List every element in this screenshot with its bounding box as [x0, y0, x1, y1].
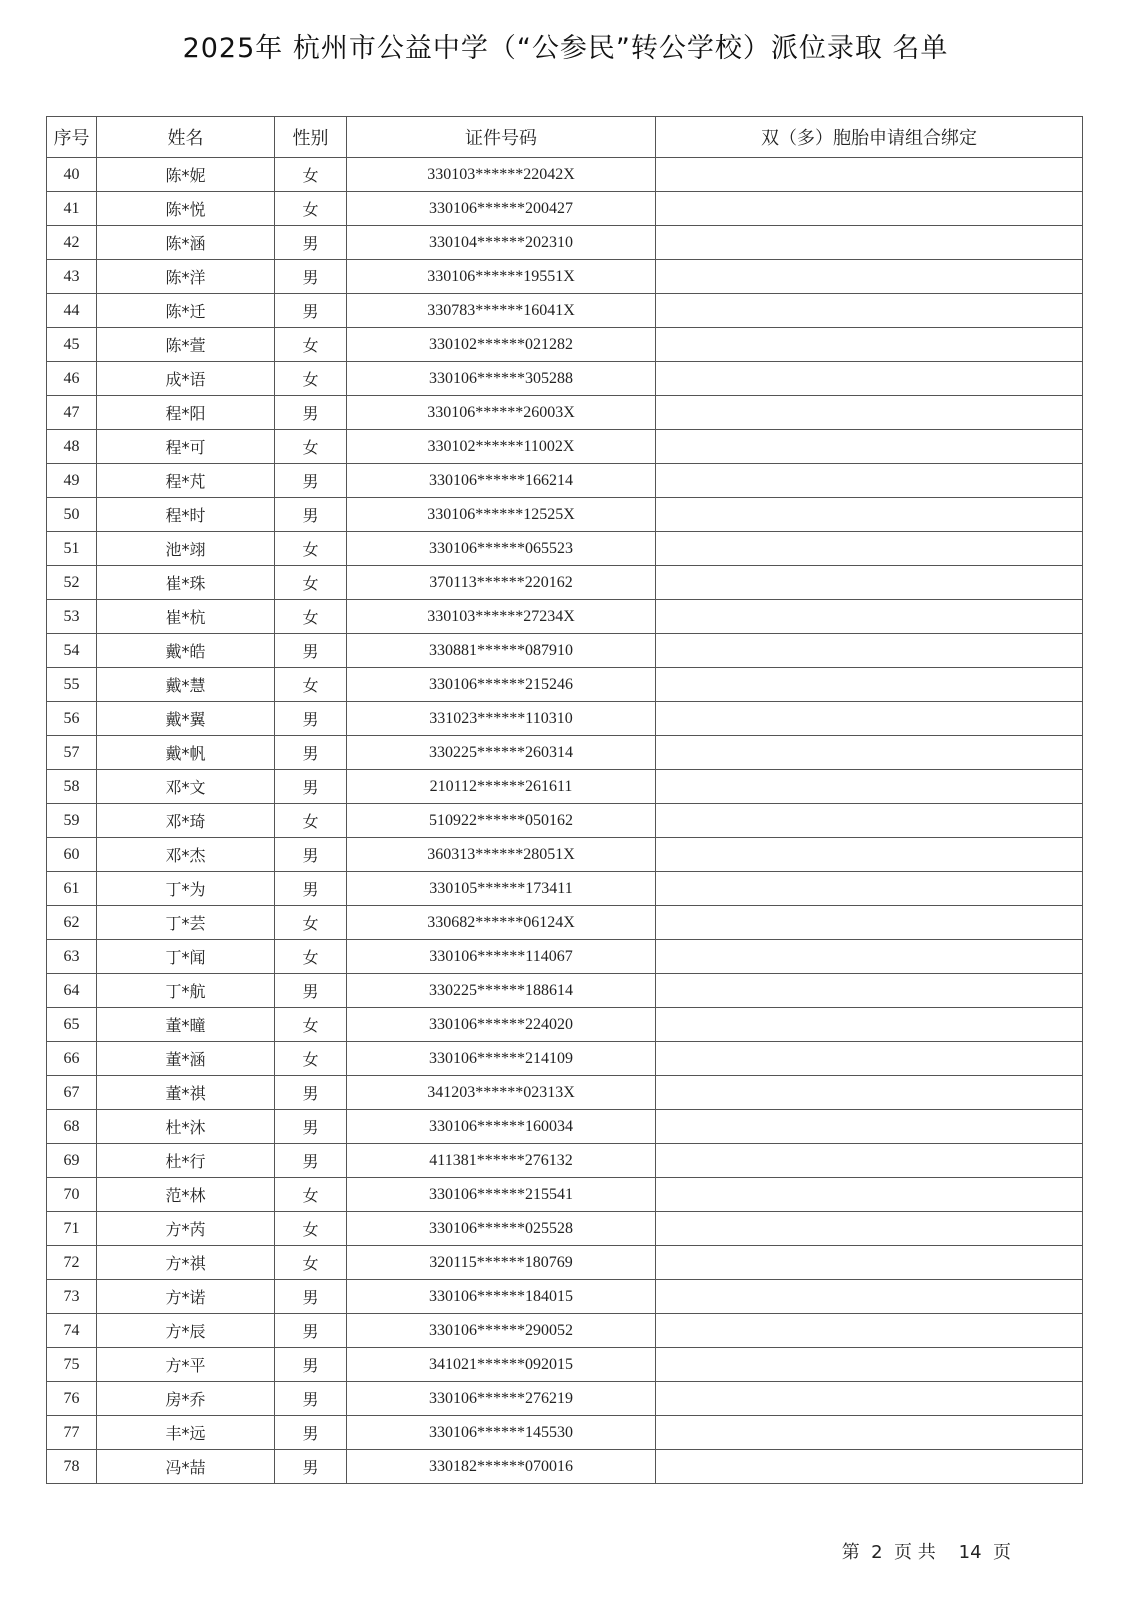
student-gender: 女	[275, 430, 347, 464]
twin-binding	[656, 974, 1083, 1008]
row-number: 55	[47, 668, 97, 702]
twin-binding	[656, 532, 1083, 566]
student-name: 董*祺	[97, 1076, 275, 1110]
twin-binding	[656, 1178, 1083, 1212]
table-header-row	[47, 117, 1083, 158]
id-number: 341021******092015	[347, 1348, 656, 1382]
id-number: 330106******12525X	[347, 498, 656, 532]
twin-binding	[656, 1246, 1083, 1280]
id-number: 360313******28051X	[347, 838, 656, 872]
twin-binding	[656, 872, 1083, 906]
id-number: 330106******276219	[347, 1382, 656, 1416]
id-number: 330106******215246	[347, 668, 656, 702]
student-gender: 女	[275, 600, 347, 634]
id-number: 411381******276132	[347, 1144, 656, 1178]
student-name: 杜*沐	[97, 1110, 275, 1144]
student-name: 范*林	[97, 1178, 275, 1212]
table-row	[47, 702, 1083, 736]
row-number: 47	[47, 396, 97, 430]
student-name: 陈*萱	[97, 328, 275, 362]
student-name: 冯*喆	[97, 1450, 275, 1484]
id-number: 341203******02313X	[347, 1076, 656, 1110]
header-name: 姓名	[97, 117, 275, 158]
student-name: 方*芮	[97, 1212, 275, 1246]
student-name: 方*平	[97, 1348, 275, 1382]
table-row	[47, 1450, 1083, 1484]
twin-binding	[656, 1212, 1083, 1246]
twin-binding	[656, 396, 1083, 430]
id-number: 330225******188614	[347, 974, 656, 1008]
twin-binding	[656, 940, 1083, 974]
student-name: 丁*闻	[97, 940, 275, 974]
student-gender: 女	[275, 1042, 347, 1076]
header-gender: 性别	[275, 117, 347, 158]
table-row	[47, 736, 1083, 770]
twin-binding	[656, 1110, 1083, 1144]
table-row	[47, 1280, 1083, 1314]
page-number: 第 2 页 共 14 页	[841, 1542, 1011, 1563]
twin-binding	[656, 1042, 1083, 1076]
twin-binding	[656, 804, 1083, 838]
row-number: 70	[47, 1178, 97, 1212]
id-number: 320115******180769	[347, 1246, 656, 1280]
student-name: 崔*珠	[97, 566, 275, 600]
student-gender: 女	[275, 192, 347, 226]
student-gender: 女	[275, 1212, 347, 1246]
id-number: 330103******27234X	[347, 600, 656, 634]
student-name: 丁*航	[97, 974, 275, 1008]
row-number: 45	[47, 328, 97, 362]
row-number: 48	[47, 430, 97, 464]
twin-binding	[656, 1348, 1083, 1382]
id-number: 330106******224020	[347, 1008, 656, 1042]
twin-binding	[656, 1416, 1083, 1450]
student-gender: 女	[275, 804, 347, 838]
row-number: 61	[47, 872, 97, 906]
twin-binding	[656, 838, 1083, 872]
row-number: 67	[47, 1076, 97, 1110]
id-number: 330106******145530	[347, 1416, 656, 1450]
table-row	[47, 1110, 1083, 1144]
student-name: 戴*皓	[97, 634, 275, 668]
row-number: 64	[47, 974, 97, 1008]
table-row	[47, 1076, 1083, 1110]
twin-binding	[656, 634, 1083, 668]
row-number: 41	[47, 192, 97, 226]
id-number: 330682******06124X	[347, 906, 656, 940]
student-name: 邓*杰	[97, 838, 275, 872]
table-row	[47, 770, 1083, 804]
id-number: 370113******220162	[347, 566, 656, 600]
row-number: 68	[47, 1110, 97, 1144]
twin-binding	[656, 600, 1083, 634]
row-number: 77	[47, 1416, 97, 1450]
id-number: 330106******184015	[347, 1280, 656, 1314]
id-number: 330881******087910	[347, 634, 656, 668]
id-number: 330106******19551X	[347, 260, 656, 294]
table-row	[47, 872, 1083, 906]
table-row	[47, 1382, 1083, 1416]
twin-binding	[656, 770, 1083, 804]
table-row	[47, 600, 1083, 634]
twin-binding	[656, 1314, 1083, 1348]
id-number: 330225******260314	[347, 736, 656, 770]
table-row	[47, 668, 1083, 702]
row-number: 44	[47, 294, 97, 328]
student-gender: 男	[275, 396, 347, 430]
table-row	[47, 294, 1083, 328]
twin-binding	[656, 1450, 1083, 1484]
table-row	[47, 532, 1083, 566]
row-number: 72	[47, 1246, 97, 1280]
student-gender: 男	[275, 1450, 347, 1484]
student-gender: 男	[275, 702, 347, 736]
id-number: 330106******200427	[347, 192, 656, 226]
table-row	[47, 1246, 1083, 1280]
id-number: 331023******110310	[347, 702, 656, 736]
twin-binding	[656, 566, 1083, 600]
header-twin-binding: 双（多）胞胎申请组合绑定	[656, 117, 1083, 158]
student-name: 董*曈	[97, 1008, 275, 1042]
student-name: 陈*洋	[97, 260, 275, 294]
row-number: 63	[47, 940, 97, 974]
row-number: 58	[47, 770, 97, 804]
student-gender: 男	[275, 1416, 347, 1450]
id-number: 330105******173411	[347, 872, 656, 906]
twin-binding	[656, 1076, 1083, 1110]
twin-binding	[656, 702, 1083, 736]
twin-binding	[656, 1144, 1083, 1178]
student-gender: 男	[275, 1382, 347, 1416]
table-row	[47, 1212, 1083, 1246]
id-number: 330106******215541	[347, 1178, 656, 1212]
student-gender: 男	[275, 464, 347, 498]
student-name: 方*辰	[97, 1314, 275, 1348]
student-gender: 男	[275, 838, 347, 872]
student-name: 程*阳	[97, 396, 275, 430]
twin-binding	[656, 906, 1083, 940]
student-name: 方*祺	[97, 1246, 275, 1280]
id-number: 330106******305288	[347, 362, 656, 396]
row-number: 52	[47, 566, 97, 600]
row-number: 50	[47, 498, 97, 532]
twin-binding	[656, 1008, 1083, 1042]
student-name: 戴*翼	[97, 702, 275, 736]
row-number: 40	[47, 158, 97, 192]
student-gender: 女	[275, 328, 347, 362]
twin-binding	[656, 464, 1083, 498]
twin-binding	[656, 430, 1083, 464]
table-row	[47, 1314, 1083, 1348]
id-number: 330104******202310	[347, 226, 656, 260]
student-gender: 女	[275, 532, 347, 566]
student-gender: 女	[275, 1246, 347, 1280]
student-gender: 男	[275, 1280, 347, 1314]
student-name: 方*诺	[97, 1280, 275, 1314]
student-gender: 男	[275, 1314, 347, 1348]
table-row	[47, 1008, 1083, 1042]
row-number: 56	[47, 702, 97, 736]
row-number: 51	[47, 532, 97, 566]
table-row	[47, 1042, 1083, 1076]
row-number: 78	[47, 1450, 97, 1484]
twin-binding	[656, 328, 1083, 362]
student-name: 程*可	[97, 430, 275, 464]
student-gender: 女	[275, 940, 347, 974]
table-row	[47, 634, 1083, 668]
row-number: 73	[47, 1280, 97, 1314]
table-row	[47, 430, 1083, 464]
student-gender: 女	[275, 906, 347, 940]
table-row	[47, 804, 1083, 838]
student-gender: 男	[275, 260, 347, 294]
admission-table	[46, 116, 1083, 1484]
row-number: 76	[47, 1382, 97, 1416]
twin-binding	[656, 498, 1083, 532]
id-number: 330106******214109	[347, 1042, 656, 1076]
student-gender: 男	[275, 1110, 347, 1144]
row-number: 69	[47, 1144, 97, 1178]
table-row	[47, 940, 1083, 974]
id-number: 330106******26003X	[347, 396, 656, 430]
twin-binding	[656, 362, 1083, 396]
twin-binding	[656, 226, 1083, 260]
id-number: 510922******050162	[347, 804, 656, 838]
student-gender: 男	[275, 1144, 347, 1178]
id-number: 330106******290052	[347, 1314, 656, 1348]
student-gender: 男	[275, 294, 347, 328]
table-row	[47, 1348, 1083, 1382]
twin-binding	[656, 1382, 1083, 1416]
row-number: 57	[47, 736, 97, 770]
row-number: 49	[47, 464, 97, 498]
id-number: 330102******021282	[347, 328, 656, 362]
student-gender: 女	[275, 1178, 347, 1212]
twin-binding	[656, 192, 1083, 226]
row-number: 46	[47, 362, 97, 396]
id-number: 330106******025528	[347, 1212, 656, 1246]
student-name: 杜*行	[97, 1144, 275, 1178]
id-number: 330102******11002X	[347, 430, 656, 464]
id-number: 330106******166214	[347, 464, 656, 498]
id-number: 330103******22042X	[347, 158, 656, 192]
id-number: 330783******16041X	[347, 294, 656, 328]
table-row	[47, 158, 1083, 192]
student-name: 陈*涵	[97, 226, 275, 260]
student-gender: 男	[275, 736, 347, 770]
table-body	[47, 158, 1083, 1484]
row-number: 53	[47, 600, 97, 634]
student-gender: 男	[275, 498, 347, 532]
student-name: 程*芃	[97, 464, 275, 498]
table-row	[47, 1178, 1083, 1212]
twin-binding	[656, 260, 1083, 294]
table-row	[47, 566, 1083, 600]
student-name: 邓*琦	[97, 804, 275, 838]
student-gender: 女	[275, 668, 347, 702]
table-row	[47, 396, 1083, 430]
table-row	[47, 498, 1083, 532]
twin-binding	[656, 1280, 1083, 1314]
student-name: 戴*帆	[97, 736, 275, 770]
row-number: 71	[47, 1212, 97, 1246]
student-gender: 女	[275, 362, 347, 396]
table-row	[47, 906, 1083, 940]
twin-binding	[656, 158, 1083, 192]
twin-binding	[656, 668, 1083, 702]
row-number: 60	[47, 838, 97, 872]
student-name: 董*涵	[97, 1042, 275, 1076]
student-name: 陈*妮	[97, 158, 275, 192]
student-name: 陈*迁	[97, 294, 275, 328]
student-name: 丁*芸	[97, 906, 275, 940]
table-row	[47, 260, 1083, 294]
student-gender: 男	[275, 634, 347, 668]
student-name: 成*语	[97, 362, 275, 396]
student-name: 戴*慧	[97, 668, 275, 702]
student-gender: 男	[275, 770, 347, 804]
table-row	[47, 192, 1083, 226]
row-number: 43	[47, 260, 97, 294]
twin-binding	[656, 294, 1083, 328]
student-gender: 男	[275, 872, 347, 906]
student-name: 陈*悦	[97, 192, 275, 226]
student-name: 房*乔	[97, 1382, 275, 1416]
student-name: 邓*文	[97, 770, 275, 804]
table-row	[47, 974, 1083, 1008]
student-name: 崔*杭	[97, 600, 275, 634]
row-number: 75	[47, 1348, 97, 1382]
page-title: 2025年 杭州市公益中学（“公参民”转公学校）派位录取 名单	[182, 33, 949, 64]
student-gender: 女	[275, 158, 347, 192]
table-row	[47, 464, 1083, 498]
header-number: 序号	[47, 117, 97, 158]
id-number: 210112******261611	[347, 770, 656, 804]
student-gender: 女	[275, 566, 347, 600]
table-row	[47, 1144, 1083, 1178]
student-gender: 女	[275, 1008, 347, 1042]
student-gender: 男	[275, 974, 347, 1008]
row-number: 54	[47, 634, 97, 668]
twin-binding	[656, 736, 1083, 770]
table-row	[47, 838, 1083, 872]
id-number: 330106******065523	[347, 532, 656, 566]
id-number: 330182******070016	[347, 1450, 656, 1484]
row-number: 59	[47, 804, 97, 838]
student-name: 丰*远	[97, 1416, 275, 1450]
id-number: 330106******114067	[347, 940, 656, 974]
row-number: 74	[47, 1314, 97, 1348]
row-number: 65	[47, 1008, 97, 1042]
row-number: 62	[47, 906, 97, 940]
student-name: 丁*为	[97, 872, 275, 906]
header-id-number: 证件号码	[347, 117, 656, 158]
table-row	[47, 328, 1083, 362]
student-name: 程*时	[97, 498, 275, 532]
table-row	[47, 1416, 1083, 1450]
row-number: 66	[47, 1042, 97, 1076]
row-number: 42	[47, 226, 97, 260]
id-number: 330106******160034	[347, 1110, 656, 1144]
student-name: 池*翊	[97, 532, 275, 566]
table-row	[47, 226, 1083, 260]
student-gender: 男	[275, 226, 347, 260]
student-gender: 男	[275, 1076, 347, 1110]
table-row	[47, 362, 1083, 396]
student-gender: 男	[275, 1348, 347, 1382]
